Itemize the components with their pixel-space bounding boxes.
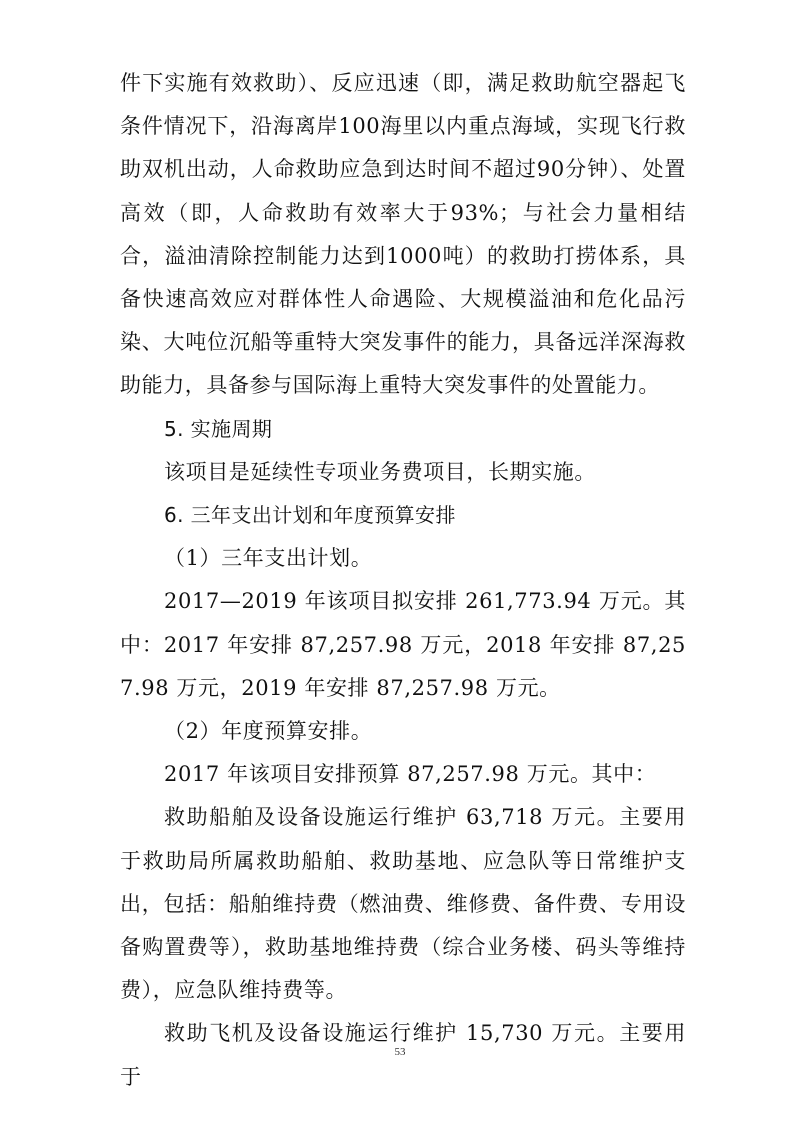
subheading-annual-budget: （2）年度预算安排。 [164,719,373,744]
paragraph-annual-budget: 2017 年该项目安排预算 87,257.98 万元。其中： [164,762,657,787]
paragraph-vessel-maintenance: 救助船舶及设备设施运行维护 63,718 万元。主要用于救助局所属救助船舶、救助基地、应急队等日常维护支出，包括：船舶维持费（燃油费、维修费、备件费、专用设备购置费等），救助基地维持费（综合业务楼、码头等维持费），应急队维持费等。 [120,805,686,1003]
paragraph-implementation-period: 该项目是延续性专项业务费项目，长期实施。 [164,459,596,484]
paragraph-rescue-system: 件下实施有效救助）、反应迅速（即，满足救助航空器起飞条件情况下，沿海离岸100海里以内重点海域，实现飞行救助双机出动，人命救助应急到达时间不超过90分钟）、处置高效（即，人命救助有效率大于93%；与社会力量相结合，溢油清除控制能力达到1000吨）的救助打捞体系，具备快速高效应对群体性人命遇险、大规模溢油和危化品污染、大吨位沉船等重特大突发事件的能力，具备远洋深海救助能力，具备参与国际海上重特大突发事件的处置能力。 [120,71,686,398]
section-heading-budget-plan: 6. 三年支出计划和年度预算安排 [164,503,456,528]
document-page [120,62,686,1099]
paragraph-aircraft-maintenance: 救助飞机及设备设施运行维护 15,730 万元。主要用于 [120,1021,686,1089]
page-number: 53 [394,1046,406,1058]
section-heading-implementation-period: 5. 实施周期 [164,416,273,441]
subheading-three-year-plan: （1）三年支出计划。 [164,546,373,571]
paragraph-three-year-plan: 2017—2019 年该项目拟安排 261,773.94 万元。其中：2017 年安排 87,257.98 万元，2018 年安排 87,257.98 万元，2019 年安排 87,257.98 万元。 [120,589,686,700]
